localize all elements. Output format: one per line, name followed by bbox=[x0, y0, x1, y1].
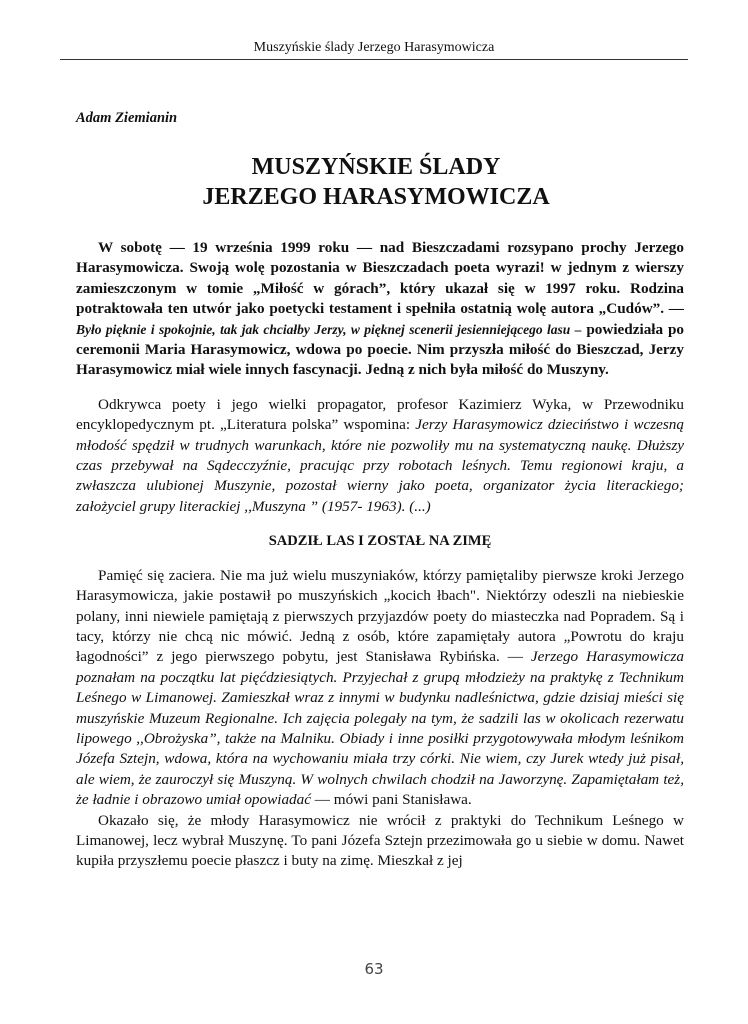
title-line-1: MUSZYŃSKIE ŚLADY bbox=[251, 154, 501, 180]
paragraph-memory-quote: Jerzego Harasymowicza poznałam na początku lat pięćdziesiątych. Przyjechał z grupą młodzieży na praktykę z Technikum Leśnego w Limanowej. Zamieszkał wraz z innymi w budynku nadleśnictwa, gdzie dzisiaj mieści się muszyńskie Muzeum Regionalne. Ich zajęcia polegały na tym, że sadzili las w okolicach rezerwatu lipowego ,,Obrożyska”, także na Malniku. Obiady i inne posiłki przygotowywała młodym leśnikom Józefa Sztejn, wdowa, która na wychowaniu miała trzy córki. Nie wiem, czy Jurek wtedy już pisał, ale wiem, że zauroczył się Muszyną. W wolnych chwilach chodził na Jaworzynę. Zapamiętałam też, że ładnie i obrazowo umiał opowiadać bbox=[76, 648, 684, 809]
paragraph-wyka-plain: Odkrywca poety i jego wielki propagator, profesor Kazimierz Wyka, w Przewodniku encyklopedycznym pt. „Literatura polska” wspomina: bbox=[76, 395, 684, 434]
title-line-2: JERZEGO HARASYMOWICZA bbox=[202, 184, 550, 210]
lead-text-1: W sobotę — 19 września 1999 roku — nad Bieszczadami rozsypano prochy Jerzego Harasymowicza. Swoją wolę pozostania w Bieszczadach poeta wyrazi! w jednym z wierszy zamieszczonym w tomie „Miłość w górach”, który ukazał się w 1997 roku. Rodzina potraktowała ten utwór jako poetycki testament i spełniła ostatnią wolę autora „Cudów”. — bbox=[76, 239, 684, 318]
page-number: 63 bbox=[364, 960, 384, 978]
lead-quote: Było pięknie i spokojnie, tak jak chciałby Jerzy, w pięknej scenerii jesienniejącego lasu – bbox=[76, 321, 582, 337]
paragraph-memory-plain-2: — mówi pani Stanisława. bbox=[310, 791, 472, 809]
paragraph-memory bbox=[76, 566, 684, 811]
article-title bbox=[76, 152, 676, 212]
article-body bbox=[76, 238, 684, 872]
lead-paragraph bbox=[76, 238, 684, 381]
paragraph-wyka-quote: Jerzy Harasymowicz dzieciństwo i wczesną młodość spędził w trudnych warunkach, które nie pozwoliły mu na systematyczną naukę. Dłuższy czas przebywał na Sądecczyźnie, pracując przy robotach leśnych. Temu regionowi kraju, a zwłaszcza ulubionej Muszynie, pozostał wierny jako poeta, organizator życia literackiego; założyciel grupy literackiej ,,Muszyna ” (1957- 1963). (...) bbox=[76, 416, 684, 515]
section-heading: SADZIŁ LAS I ZOSTAŁ NA ZIMĘ bbox=[268, 533, 492, 550]
lead-text-2: powiedziała po ceremonii Maria Harasymowicz, wdowa po poecie. Nim przyszła miłość do Bieszczad, Jerzy Harasymowicz miał wiele innych fascynacji. Jedną z nich była miłość do Muszyny. bbox=[76, 320, 684, 379]
running-header: Muszyńskie ślady Jerzego Harasymowicza bbox=[60, 40, 688, 60]
paragraph-muszyna: Okazało się, że młody Harasymowicz nie wrócił z praktyki do Technikum Leśnego w Limanowej, lecz wybrał Muszynę. To pani Józefa Sztejn przezimowała go u siebie w domu. Nawet kupiła przyszłemu poecie płaszcz i buty na zimę. Mieszkał z jej bbox=[76, 811, 684, 870]
author-name: Adam Ziemianin bbox=[76, 110, 178, 126]
paragraph-memory-plain-1: Pamięć się zaciera. Nie ma już wielu muszyniaków, którzy pamiętaliby pierwsze kroki Jerzego Harasymowicza, jakie postawił po muszyńskich „kocich łbach". Niektórzy odeszli na niebieskie polany, inni niewiele pamiętają z pierwszych przyjazdów poety do miasteczka nad Popradem. Są i tacy, którzy nie chcą nic mówić. Jedną z osób, które zapamiętały autora „Powrotu do kraju łagodności” z jego pierwszego pobytu, jest Stanisława Rybińska. — bbox=[76, 566, 684, 666]
paragraph-wyka bbox=[76, 395, 684, 517]
